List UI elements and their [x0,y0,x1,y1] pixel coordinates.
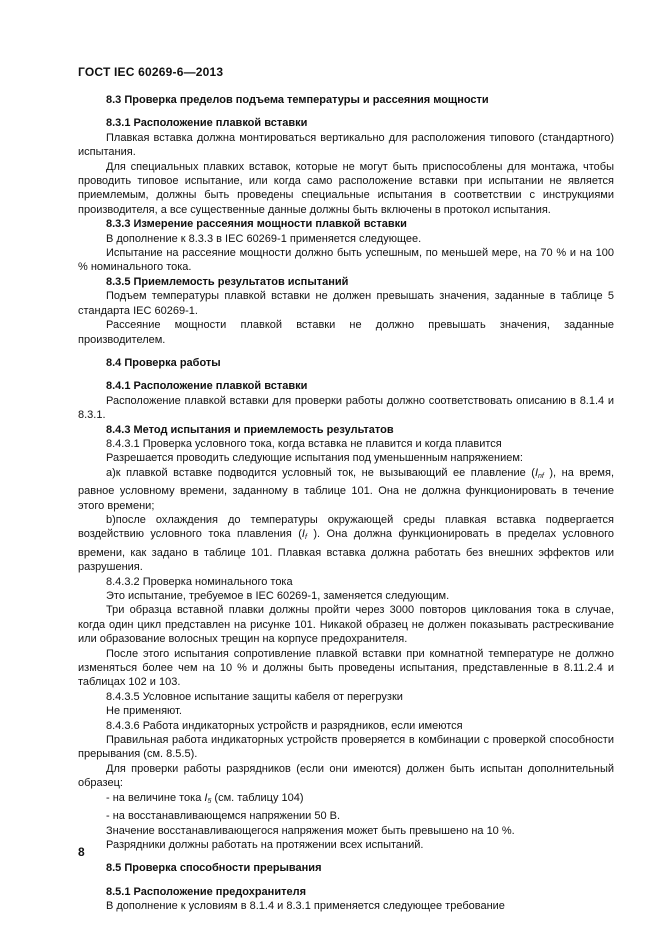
symbol-subscript: 5 [207,797,212,805]
paragraph: Плавкая вставка должна монтироваться вертикально для расположения типового (стандартного) испытания. [78,131,614,159]
clause-title: 8.4.3.6 Работа индикаторных устройств и разрядников, если имеются [106,719,463,732]
subsection-heading: 8.3.5 Приемлемость результатов испытаний [106,275,349,288]
subsection-heading: 8.5.1 Расположение предохранителя [106,885,306,898]
list-text: (см. таблицу 104) [211,791,304,804]
paragraph: Это испытание, требуемое в IEC 60269-1, заменяется следующим. [106,590,450,602]
paragraph: Разрешается проводить следующие испытания под уменьшенным напряжением: [106,452,523,465]
list-text: b)после охлаждения до температуры окружающей среды плавкая вставка подвергается воздействию условного тока плавления ( [78,513,614,541]
list-text: а)к плавкой вставке подводится условный ток, не вызывающий ее плавление ( [106,466,535,479]
paragraph: Для проверки работы разрядников (если они имеются) должен быть испытан дополнительный образец: [78,762,614,790]
paragraph: В дополнение к 8.3.3 в IEC 60269-1 применяется следующее. [106,232,422,245]
subsection-heading: 8.3.1 Расположение плавкой вставки [106,117,308,130]
symbol-subscript: nf [538,472,544,480]
subsection-heading: 8.4.1 Расположение плавкой вставки [106,380,308,393]
paragraph: Рассеяние мощности плавкой вставки не должно превышать значения, заданные производителем. [78,319,614,346]
list-text: - на величине тока [106,791,205,804]
clause-title: 8.4.3.2 Проверка номинального тока [106,575,293,588]
list-text: ), на время, равное условному времени, заданному в таблице 101. Она не должна функционировать в течение этого времени; [78,466,614,512]
section-heading: 8.4 Проверка работы [106,356,221,369]
paragraph: Разрядники должны работать на протяжении всех испытаний. [106,838,424,851]
list-item [78,513,614,575]
clause-title: 8.4.3.5 Условное испытание защиты кабеля от перегрузки [106,690,403,703]
symbol: I [534,466,538,479]
document-header: ГОСТ IEC 60269-6—2013 [78,65,224,79]
subsection-heading: 8.4.3 Метод испытания и приемлемость результатов [106,423,394,436]
list-text: ). Она должна функционировать в пределах условного времени, как задано в таблице 101. Плавкая вставка должна работать без внешних эффектов или разрушения. [78,528,614,574]
list-item [78,466,614,513]
symbol-subscript: f [304,534,307,542]
paragraph: В дополнение к условиям в 8.1.4 и 8.3.1 применяется следующее требование [106,900,505,913]
section-heading: 8.3 Проверка пределов подъема температуры и рассеяния мощности [106,94,489,106]
paragraph: Правильная работа индикаторных устройств проверяется в комбинации с проверкой способности прерывания (см. 8.5.5). [78,734,614,761]
paragraph: Расположение плавкой вставки для проверки работы должно соответствовать описанию в 8.1.4 и 8.3.1. [78,394,614,422]
paragraph: Не применяют. [106,705,182,718]
symbol: I [301,528,305,541]
list-item [78,791,614,809]
paragraph: Подъем температуры плавкой вставки не должен превышать значения, заданные в таблице 5 стандарта IEC 60269-1. [78,290,614,317]
subsection-heading: 8.3.3 Измерение рассеяния мощности плавкой вставки [106,218,407,231]
paragraph: Значение восстанавливающегося напряжения может быть превышено на 10 %. [106,824,515,837]
paragraph: Для специальных плавких вставок, которые не могут быть приспособлены для монтажа, чтобы проводить типовое испытание, или когда само расположение вставки при испытании не является приемлемым, должны быть проведены специальные испытания в соответствии с инструкциями производителя, а все существенные данные должны быть включены в протокол испытания. [78,160,614,216]
clause-title: 8.4.3.1 Проверка условного тока, когда вставка не плавится и когда плавится [106,437,502,450]
paragraph: После этого испытания сопротивление плавкой вставки при комнатной температуре не должно изменяться более чем на 10 % и должны быть проведены испытания, представленные в 8.11.2.4 и таблицах 102 и 103. [78,647,614,689]
section-heading: 8.5 Проверка способности прерывания [106,862,322,875]
list-item: - на восстанавливающемся напряжении 50 В. [106,810,341,823]
paragraph: Три образца вставной плавки должны пройти через 3000 повторов циклования тока в случае, когда один цикл представлен на рисунке 101. Никакой образец не должен показывать растрескивание или образование волосных трещин на корпусе предохранителя. [78,604,614,646]
document-body [78,93,614,914]
paragraph: Испытание на рассеяние мощности должно быть успешным, по меньшей мере, на 70 % и на 100 % номинального тока. [78,247,614,274]
page-number: 8 [78,845,85,859]
symbol: I [204,791,208,804]
